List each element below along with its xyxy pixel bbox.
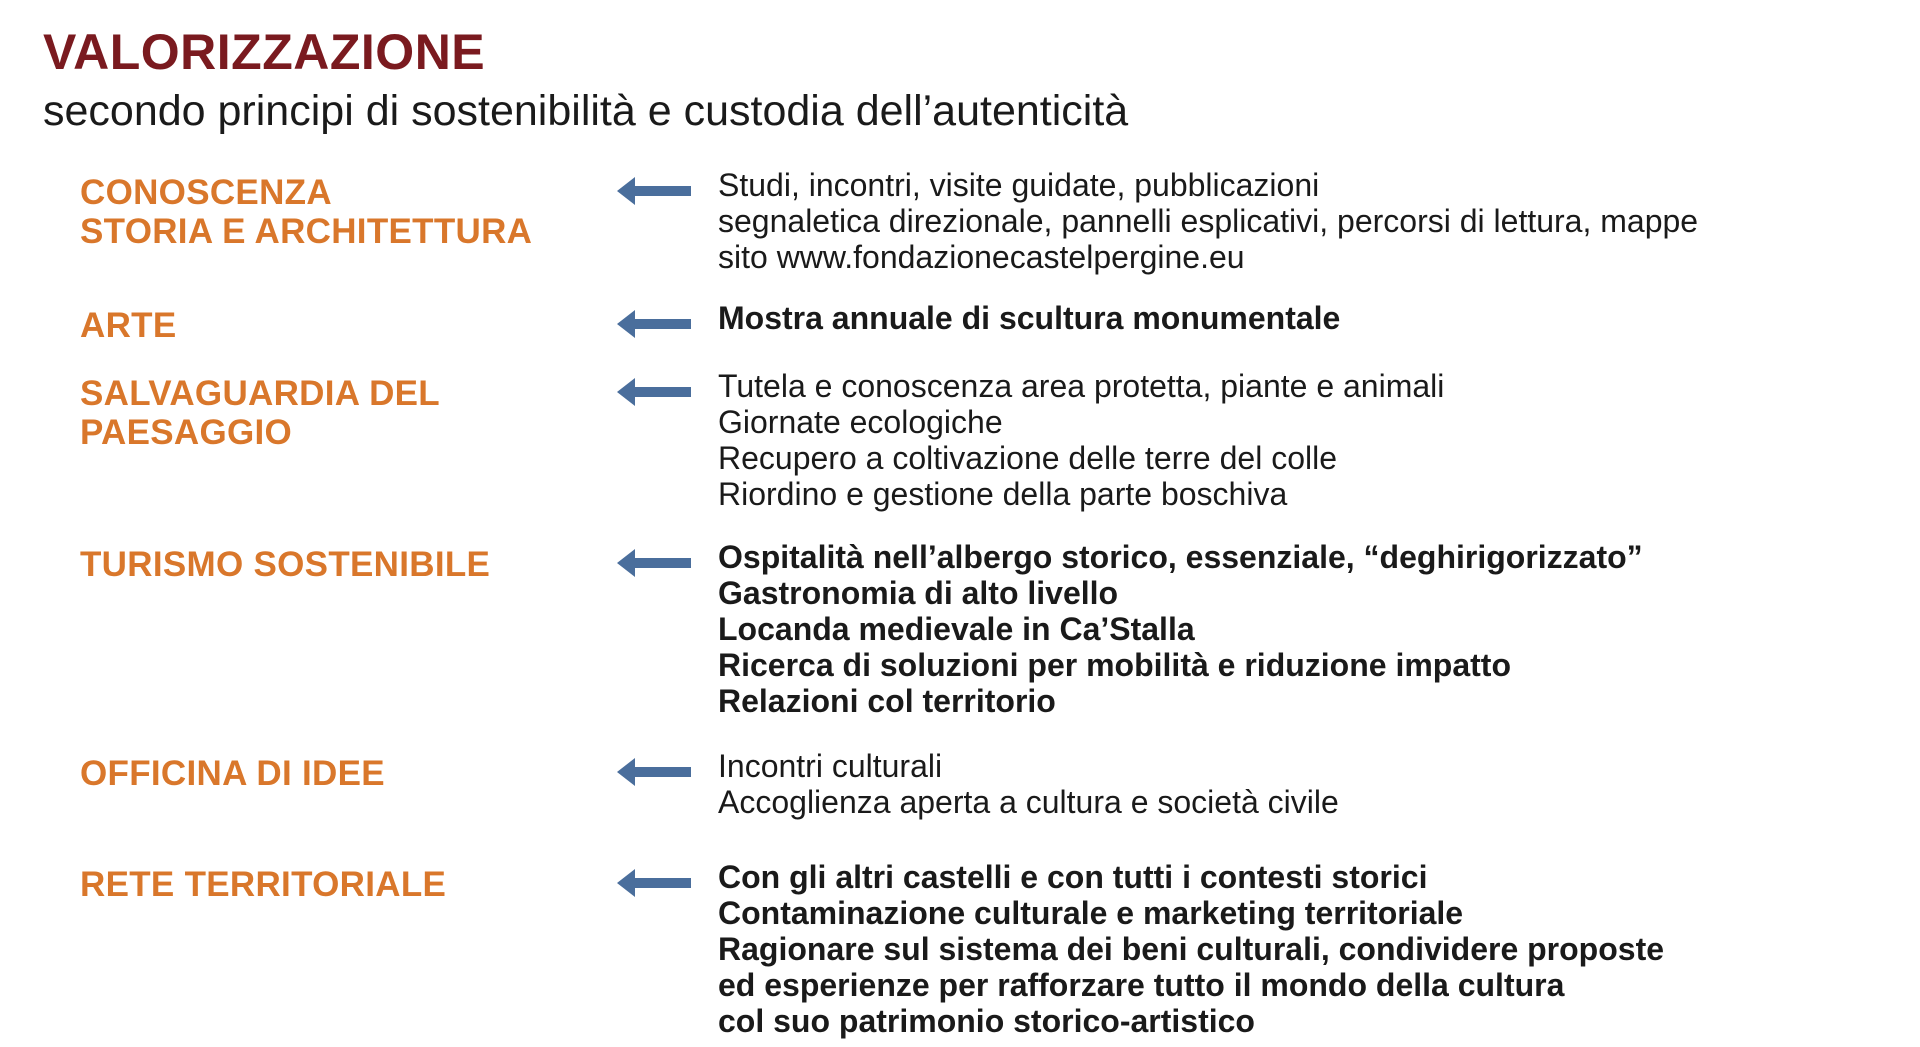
category-label [80,374,600,452]
category-label [80,306,600,345]
list-item: Relazioni col territorio [718,683,1056,719]
category-label [80,865,600,904]
arrow-left-icon [617,869,691,897]
item-list [718,539,1643,719]
item-list [718,748,1339,820]
category-label-line: CONOSCENZA [80,173,332,212]
item-list [718,300,1340,336]
list-item: ed esperienze per rafforzare tutto il mondo della cultura [718,967,1565,1003]
list-item: Locanda medievale in Ca’Stalla [718,611,1195,647]
list-item: Contaminazione culturale e marketing territoriale [718,895,1464,931]
item-list [718,368,1444,512]
arrow-left-icon [617,549,691,577]
list-item: Accoglienza aperta a cultura e società civile [718,784,1339,820]
list-item: Ospitalità nell’albergo storico, essenziale, “deghirigorizzato” [718,539,1643,575]
list-item: Con gli altri castelli e con tutti i contesti storici [718,859,1428,895]
arrow-left-icon [617,758,691,786]
category-label-line: PAESAGGIO [80,413,293,452]
list-item: sito www.fondazionecastelpergine.eu [718,239,1245,275]
category-label-line: ARTE [80,306,177,345]
category-label-line: RETE TERRITORIALE [80,865,447,904]
page-subtitle: secondo principi di sostenibilità e custodia dell’autenticità [43,87,1129,135]
list-item: Studi, incontri, visite guidate, pubblicazioni [718,167,1320,203]
category-label [80,545,600,584]
list-item: segnaletica direzionale, pannelli esplicativi, percorsi di lettura, mappe [718,203,1699,239]
category-label-line: OFFICINA DI IDEE [80,754,385,793]
category-label [80,173,600,251]
category-label [80,754,600,793]
list-item: Giornate ecologiche [718,404,1003,440]
list-item: Riordino e gestione della parte boschiva [718,476,1288,512]
list-item: Ragionare sul sistema dei beni culturali, condividere proposte [718,931,1665,967]
item-list [718,859,1664,1039]
arrow-left-icon [617,310,691,338]
list-item: Tutela e conoscenza area protetta, piante e animali [718,368,1445,404]
list-item: Incontri culturali [718,748,943,784]
list-item: Ricerca di soluzioni per mobilità e riduzione impatto [718,647,1511,683]
list-item: Recupero a coltivazione delle terre del colle [718,440,1338,476]
list-item: Mostra annuale di scultura monumentale [718,300,1341,336]
page-title: VALORIZZAZIONE [43,24,486,80]
category-label-line: TURISMO SOSTENIBILE [80,545,491,584]
category-label-line: SALVAGUARDIA DEL [80,374,440,413]
list-item: col suo patrimonio storico-artistico [718,1003,1255,1039]
list-item: Gastronomia di alto livello [718,575,1119,611]
arrow-left-icon [617,177,691,205]
item-list [718,167,1698,275]
arrow-left-icon [617,378,691,406]
category-label-line: STORIA E ARCHITETTURA [80,212,533,251]
